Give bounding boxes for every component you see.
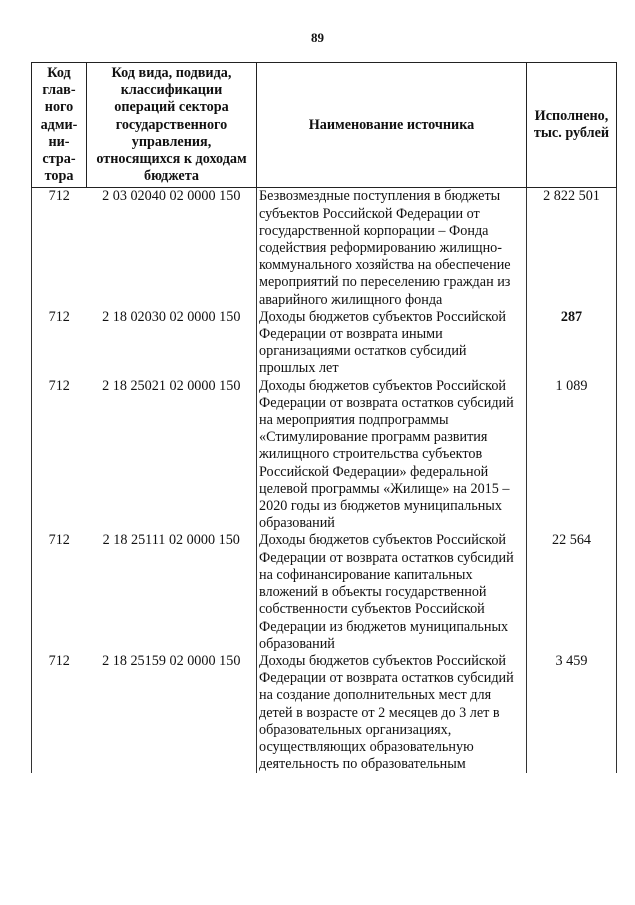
amount-cell: 22 564 (527, 532, 617, 652)
table-row (32, 532, 617, 652)
table-header-row (32, 63, 617, 188)
classification-code-cell: 2 03 02040 02 0000 150 (102, 188, 241, 205)
table-row (32, 188, 617, 309)
admin-code-cell: 712 (32, 188, 87, 309)
table-row (32, 653, 617, 773)
classification-code-cell: 2 18 25111 02 0000 150 (102, 532, 240, 549)
amount-cell: 2 822 501 (527, 188, 617, 309)
header-executed: Исполнено, тыс. рублей (527, 63, 617, 188)
source-name-cell: Безвозмездные поступления в бюджеты субъектов Российской Федерации от государственной корпорации – Фонда содействия реформированию жилищно-коммунального хозяйства на обеспечение мероприятий по переселению граждан из аварийного жилищного фонда (257, 188, 527, 309)
source-name-cell: Доходы бюджетов субъектов Российской Федерации от возврата остатков субсидий на софинансирование капитальных вложений в объекты государственной собственности субъектов Российской Федерации из бюджетов муниципальных образований (257, 532, 527, 652)
table-row (32, 309, 617, 378)
amount-cell: 1 089 (527, 378, 617, 533)
admin-code-cell: 712 (32, 378, 87, 533)
table-row (32, 378, 617, 533)
classification-code-cell: 2 18 25021 02 0000 150 (102, 377, 241, 394)
page-number: 89 (311, 30, 324, 45)
admin-code-cell: 712 (32, 532, 87, 652)
budget-table (31, 62, 617, 773)
amount-cell: 3 459 (527, 653, 617, 773)
classification-code-cell: 2 18 25159 02 0000 150 (102, 652, 241, 669)
source-name-cell: Доходы бюджетов субъектов Российской Федерации от возврата иными организациями остатков субсидий прошлых лет (257, 309, 527, 378)
admin-code-cell: 712 (32, 309, 87, 378)
header-source-name: Наименование источника (257, 63, 527, 188)
header-classification-code: Код вида, подвида, классификации операций сектора государственного управления, относящихся к доходам бюджета (87, 63, 257, 188)
header-admin-code: Код глав-ного адми-ни-стра-тора (32, 63, 87, 188)
source-name-cell: Доходы бюджетов субъектов Российской Федерации от возврата остатков субсидий на мероприятия подпрограммы «Стимулирование программ развития жилищного строительства субъектов Российской Федерации» федеральной целевой программы «Жилище» на 2015 – 2020 годы из бюджетов муниципальных образований (257, 378, 527, 533)
classification-code-cell: 2 18 02030 02 0000 150 (102, 308, 241, 325)
amount-cell: 287 (527, 309, 617, 378)
source-name-cell: Доходы бюджетов субъектов Российской Федерации от возврата остатков субсидий на создание дополнительных мест для детей в возрасте от 2 месяцев до 3 лет в образовательных организациях, осуществляющих образовательную деятельность по образовательным (257, 653, 527, 773)
admin-code-cell: 712 (32, 653, 87, 773)
